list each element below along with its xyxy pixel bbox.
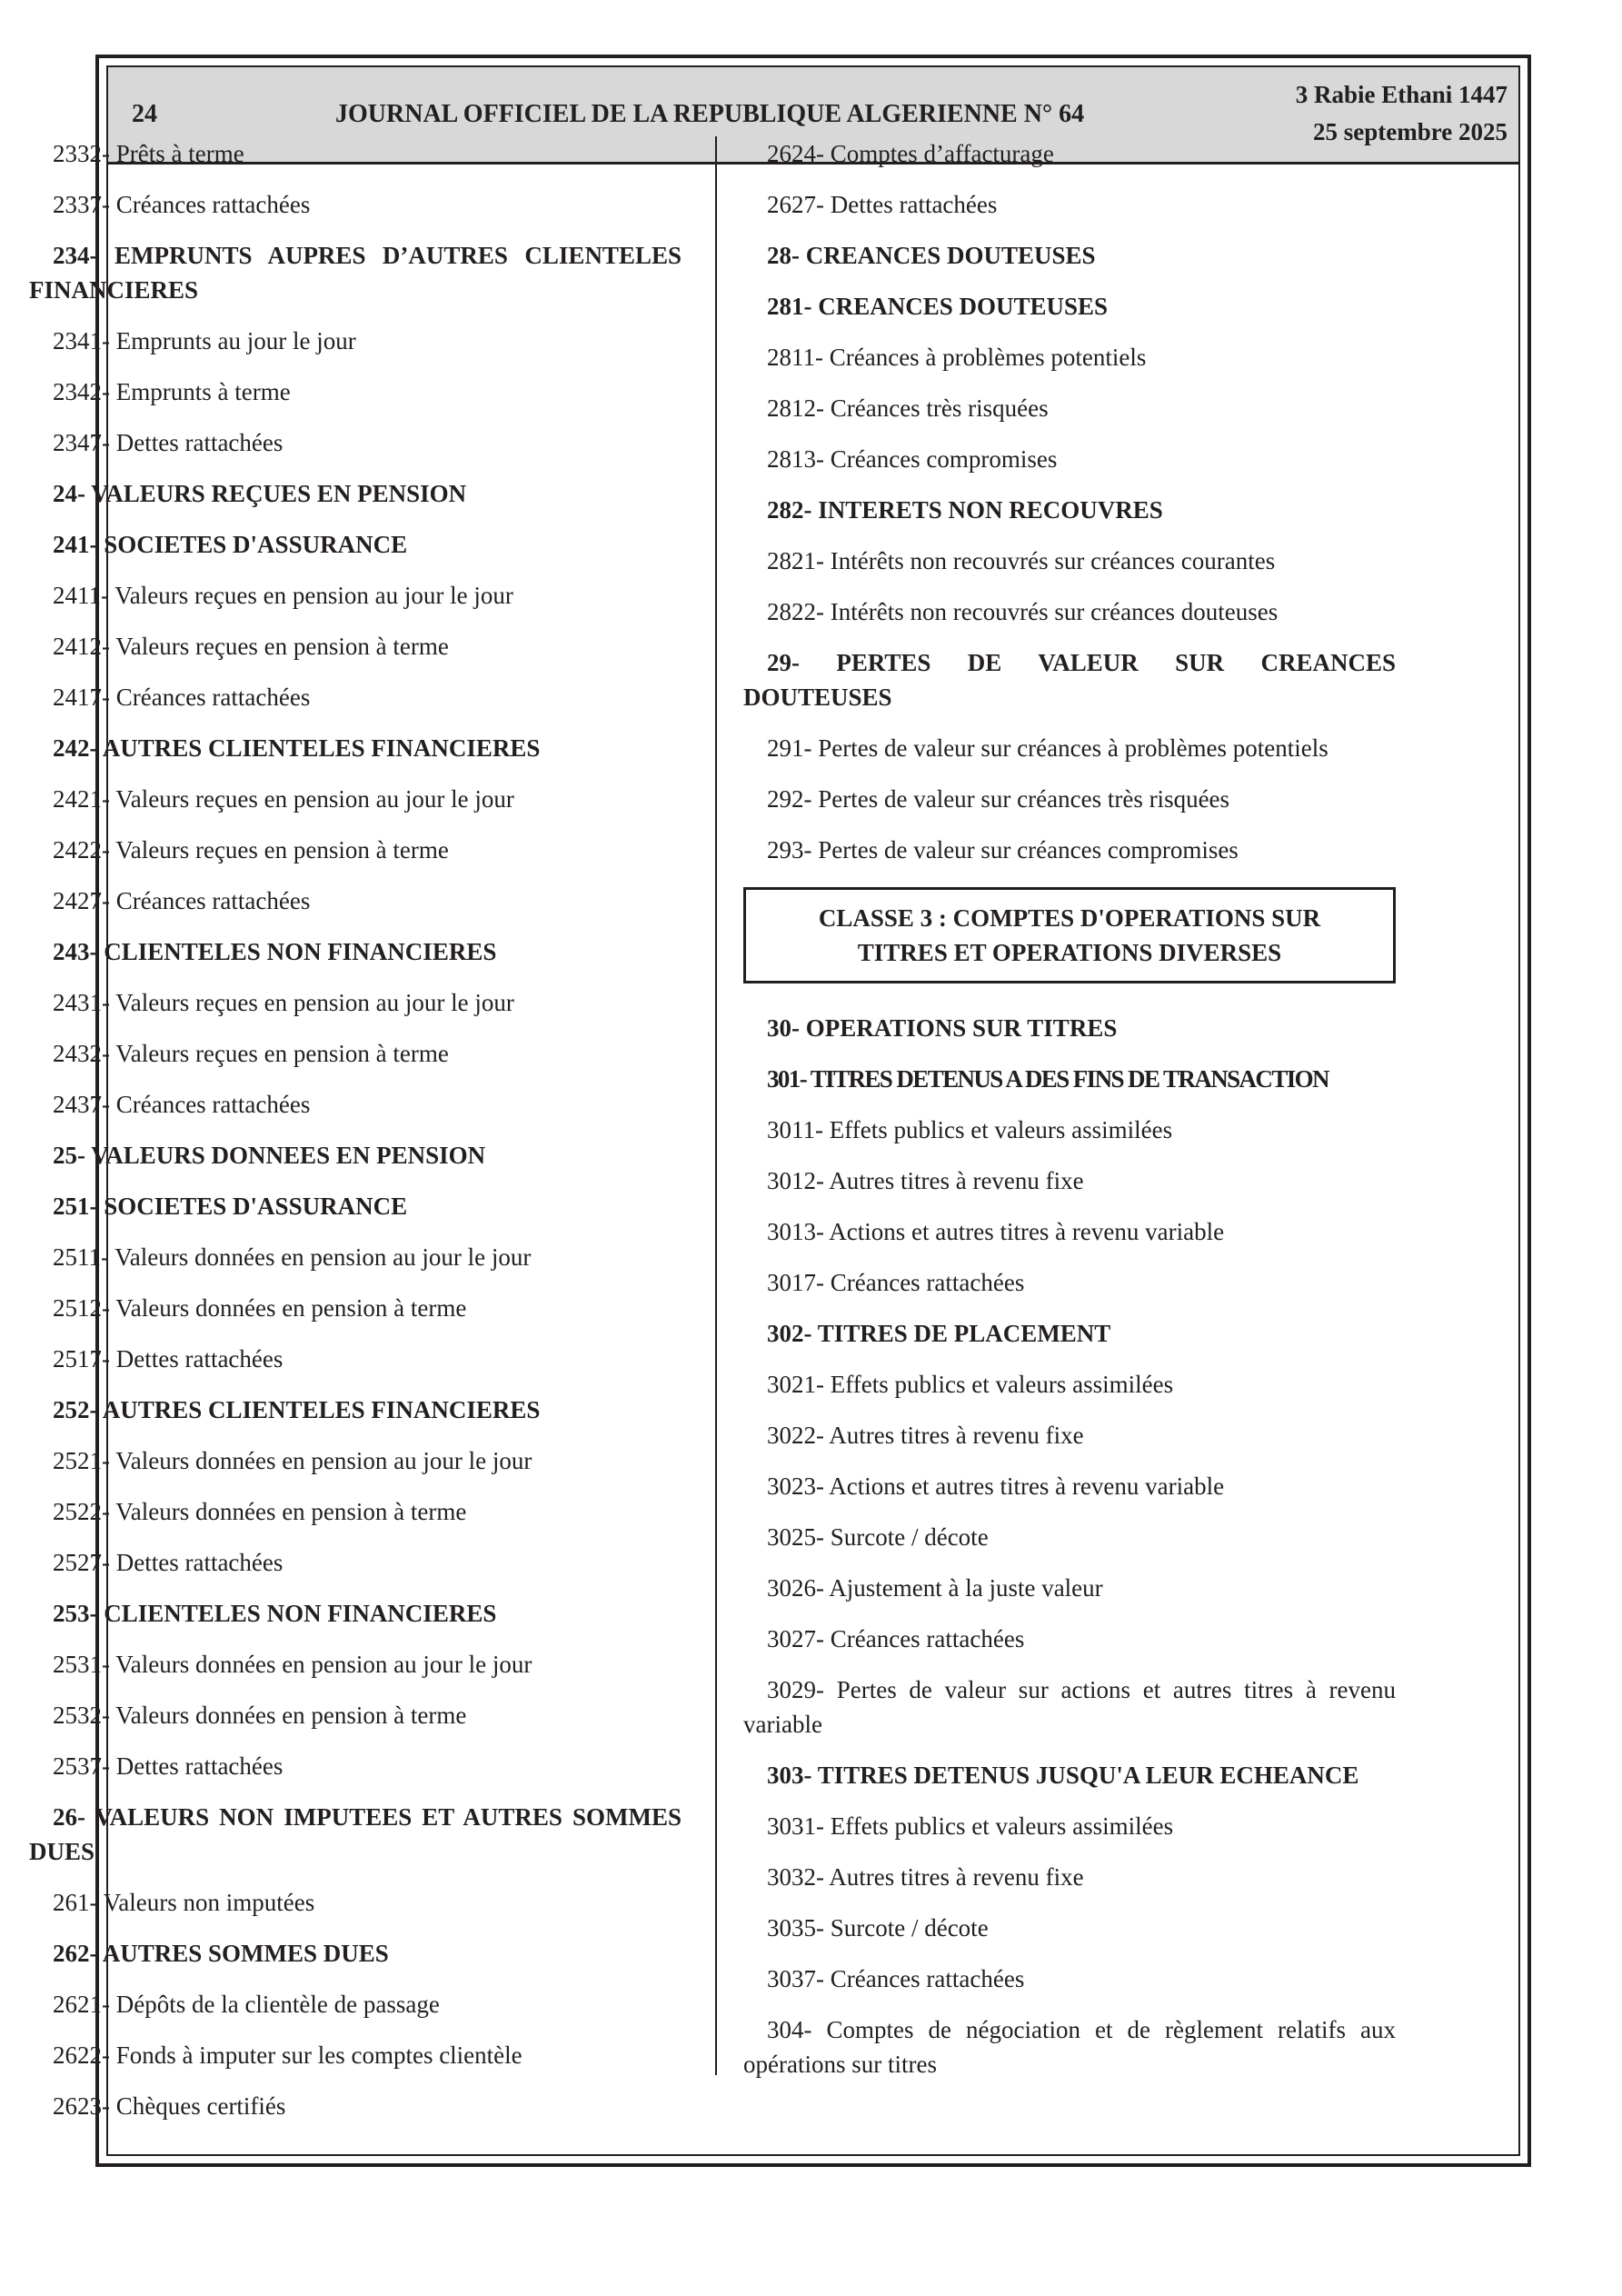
gregorian-date: 25 septembre 2025 [1313,118,1508,145]
account-entry: 2521- Valeurs données en pension au jour le jour [53,1447,532,1474]
account-entry: 293- Pertes de valeur sur créances compromises [767,836,1239,863]
account-entry: 261- Valeurs non imputées [53,1889,315,1916]
account-entry: 2517- Dettes rattachées [53,1345,284,1373]
account-entry: 2813- Créances compromises [767,445,1058,473]
account-entry: 291- Pertes de valeur sur créances à problèmes potentiels [767,734,1328,762]
account-entry: 3032- Autres titres à revenu fixe [767,1863,1084,1891]
class-title-line-1: CLASSE 3 : COMPTES D'OPERATIONS SUR [818,904,1321,932]
account-entry: 3017- Créances rattachées [767,1269,1025,1296]
account-entry: 2427- Créances rattachées [53,887,311,914]
account-heading: 28- CREANCES DOUTEUSES [767,242,1096,269]
account-entry: 3029- Pertes de valeur sur actions et autres titres à revenu variable [743,1676,1396,1738]
account-entry: 2811- Créances à problèmes potentiels [767,344,1147,371]
account-entry: 3012- Autres titres à revenu fixe [767,1167,1084,1194]
account-heading: 253- CLIENTELES NON FINANCIERES [53,1600,497,1627]
account-heading: 26- VALEURS NON IMPUTEES ET AUTRES SOMMES DUES [29,1803,682,1865]
account-entry: 2342- Emprunts à terme [53,378,291,405]
account-entry: 3031- Effets publics et valeurs assimilées [767,1812,1174,1840]
left-column [29,136,682,2140]
account-entry: 3035- Surcote / décote [767,1914,989,1942]
account-entry: 292- Pertes de valeur sur créances très risquées [767,785,1230,813]
account-entry: 2337- Créances rattachées [53,191,311,218]
account-entry: 3011- Effets publics et valeurs assimilées [767,1116,1173,1143]
account-entry: 2422- Valeurs reçues en pension à terme [53,836,449,863]
account-heading: 25- VALEURS DONNEES EN PENSION [53,1142,486,1169]
account-entry: 2431- Valeurs reçues en pension au jour le jour [53,989,514,1016]
account-heading: 241- SOCIETES D'ASSURANCE [53,531,408,558]
account-entry: 3025- Surcote / décote [767,1523,989,1551]
account-entry: 2531- Valeurs données en pension au jour le jour [53,1651,532,1678]
account-heading: 252- AUTRES CLIENTELES FINANCIERES [53,1396,541,1423]
account-entry: 2332- Prêts à terme [53,140,244,167]
class-3-title-box [743,887,1396,983]
account-entry: 3021- Effets publics et valeurs assimilées [767,1371,1174,1398]
account-heading: 281- CREANCES DOUTEUSES [767,293,1109,320]
account-entry: 2624- Comptes d’affacturage [767,140,1054,167]
account-entry: 2622- Fonds à imputer sur les comptes clientèle [53,2041,522,2069]
account-entry: 2623- Chèques certifiés [53,2092,286,2120]
column-divider [715,136,717,2075]
account-entry: 2417- Créances rattachées [53,684,311,711]
account-heading: 282- INTERETS NON RECOUVRES [767,496,1163,524]
account-entry: 2347- Dettes rattachées [53,429,284,456]
account-heading: 234- EMPRUNTS AUPRES D’AUTRES CLIENTELES FINANCIERES [29,242,682,304]
account-entry: 2511- Valeurs données en pension au jour le jour [53,1243,532,1271]
account-heading: 303- TITRES DETENUS JUSQU'A LEUR ECHEANCE [767,1762,1359,1789]
right-column-top [743,136,1396,867]
account-entry: 3013- Actions et autres titres à revenu variable [767,1218,1225,1245]
account-entry: 2812- Créances très risquées [767,394,1049,422]
account-heading: 262- AUTRES SOMMES DUES [53,1940,389,1967]
account-entry: 2432- Valeurs reçues en pension à terme [53,1040,449,1067]
account-entry: 2522- Valeurs données en pension à terme [53,1498,467,1525]
right-column-bottom [743,1011,1396,2081]
account-entry: 2421- Valeurs reçues en pension au jour le jour [53,785,514,813]
account-heading: 301- TITRES DETENUS A DES FINS DE TRANSACTION [767,1065,1328,1093]
account-entry: 3022- Autres titres à revenu fixe [767,1422,1084,1449]
account-entry: 2822- Intérêts non recouvrés sur créances douteuses [767,598,1279,625]
account-heading: 30- OPERATIONS SUR TITRES [767,1014,1118,1042]
account-entry: 3026- Ajustement à la juste valeur [767,1574,1103,1602]
account-heading: 302- TITRES DE PLACEMENT [767,1320,1111,1347]
account-heading: 251- SOCIETES D'ASSURANCE [53,1193,408,1220]
account-entry: 2527- Dettes rattachées [53,1549,284,1576]
account-entry: 3027- Créances rattachées [767,1625,1025,1652]
account-entry: 2537- Dettes rattachées [53,1752,284,1780]
account-entry: 2532- Valeurs données en pension à terme [53,1702,467,1729]
account-heading: 24- VALEURS REÇUES EN PENSION [53,480,467,507]
page-number: 24 [132,100,157,128]
account-entry: 2411- Valeurs reçues en pension au jour le jour [53,582,513,609]
account-entry: 2412- Valeurs reçues en pension à terme [53,633,449,660]
hijri-date: 3 Rabie Ethani 1447 [1295,81,1508,108]
account-entry: 2821- Intérêts non recouvrés sur créances courantes [767,547,1276,574]
account-heading: 29- PERTES DE VALEUR SUR CREANCES DOUTEUSES [743,649,1396,711]
account-entry: 2437- Créances rattachées [53,1091,311,1118]
right-column [743,136,1396,2098]
account-entry: 3023- Actions et autres titres à revenu variable [767,1472,1225,1500]
account-entry: 2341- Emprunts au jour le jour [53,327,356,354]
account-entry: 3037- Créances rattachées [767,1965,1025,1992]
class-title-line-2: TITRES ET OPERATIONS DIVERSES [857,939,1282,966]
account-entry: 304- Comptes de négociation et de règlement relatifs aux opérations sur titres [743,2016,1396,2078]
account-entry: 2627- Dettes rattachées [767,191,998,218]
account-heading: 242- AUTRES CLIENTELES FINANCIERES [53,734,541,762]
journal-title: JOURNAL OFFICIEL DE LA REPUBLIQUE ALGERIENNE N° 64 [335,100,1085,128]
account-entry: 2621- Dépôts de la clientèle de passage [53,1991,440,2018]
account-entry: 2512- Valeurs données en pension à terme [53,1294,467,1322]
account-heading: 243- CLIENTELES NON FINANCIERES [53,938,497,965]
